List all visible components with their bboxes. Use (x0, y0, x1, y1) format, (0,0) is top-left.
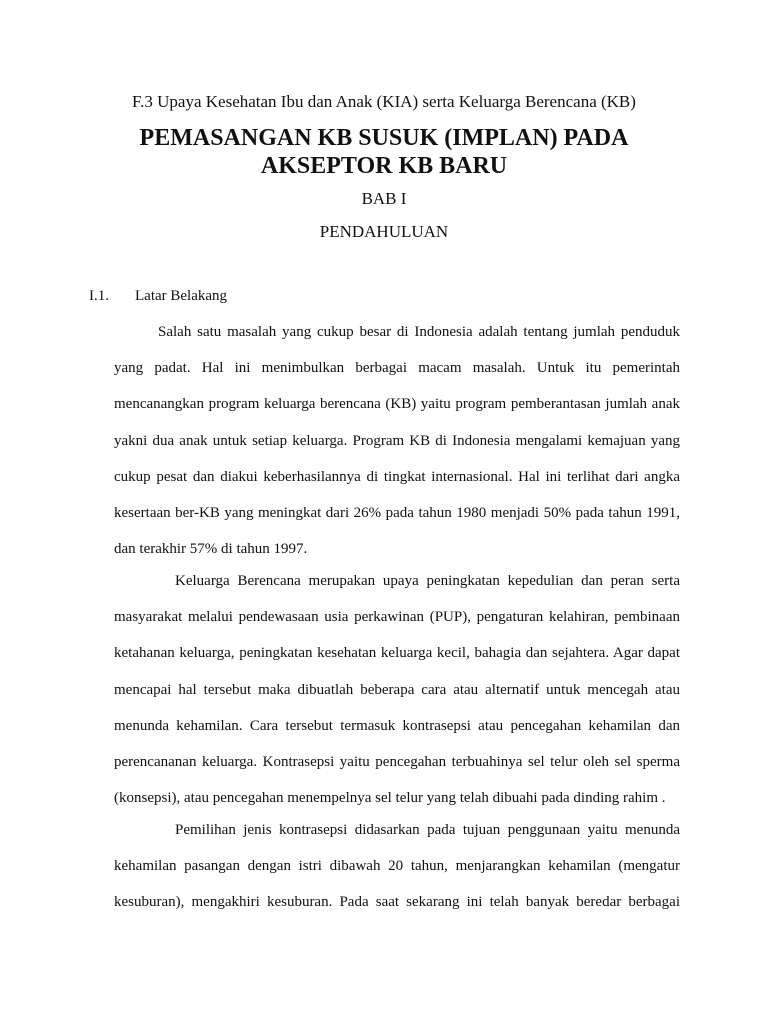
paragraph-line: kesuburan), mengakhiri kesuburan. Pada saat sekarang ini telah banyak beredar berbagai (114, 894, 680, 911)
paragraph-line: kesertaan ber-KB yang meningkat dari 26% pada tahun 1980 menjadi 50% pada tahun 1991, (114, 505, 680, 522)
paragraph-line: menunda kehamilan. Cara tersebut termasuk kontrasepsi atau pencegahan kehamilan dan (114, 717, 680, 734)
section-heading (89, 286, 227, 306)
document-title (0, 124, 768, 180)
section-title: Latar Belakang (135, 288, 228, 304)
paragraph-2 (114, 563, 680, 816)
document-title-line-1: PEMASANGAN KB SUSUK (IMPLAN) PADA (139, 125, 629, 151)
paragraph-line: perencananan keluarga. Kontrasepsi yaitu pencegahan terbuahinya sel telur oleh sel sperma (114, 754, 680, 771)
paragraph-line: Pemilihan jenis kontrasepsi didasarkan pada tujuan penggunaan yaitu menunda (175, 822, 680, 838)
paragraph-line: mencanangkan program keluarga berencana (KB) yaitu program pemberantasan jumlah anak (114, 396, 680, 413)
paragraph-line: yakni dua anak untuk setiap keluarga. Program KB di Indonesia mengalami kemajuan yang (114, 432, 680, 449)
paragraph-line: (konsepsi), atau pencegahan menempelnya sel telur yang telah dibuahi pada dinding rahim . (114, 790, 666, 807)
document-title-line-2: AKSEPTOR KB BARU (260, 153, 508, 179)
paragraph-line: kehamilan pasangan dengan istri dibawah 20 tahun, menjarangkan kehamilan (mengatur (114, 858, 680, 875)
section-number: I.1. (89, 288, 109, 304)
paragraph-line: mencapai hal tersebut maka dibuatlah beberapa cara atau alternatif untuk mencegah atau (114, 681, 680, 698)
chapter-name: PENDAHULUAN (319, 222, 449, 241)
paragraph-line: Keluarga Berencana merupakan upaya peningkatan kepedulian dan peran serta (175, 573, 680, 589)
paragraph-1 (114, 314, 680, 567)
paragraph-3 (114, 812, 680, 921)
paragraph-line: masyarakat melalui pendewasaan usia perkawinan (PUP), pengaturan kelahiran, pembinaan (114, 609, 680, 626)
paragraph-line: ketahanan keluarga, peningkatan kesehatan keluarga kecil, bahagia dan sejahtera. Agar dapat (114, 645, 680, 662)
paragraph-line: dan terakhir 57% di tahun 1997. (114, 541, 308, 558)
paragraph-line: Salah satu masalah yang cukup besar di Indonesia adalah tentang jumlah penduduk (158, 324, 680, 340)
paragraph-line: yang padat. Hal ini menimbulkan berbagai macam masalah. Untuk itu pemerintah (114, 360, 680, 377)
paragraph-line: cukup pesat dan diakui keberhasilannya di tingkat internasional. Hal ini terlihat dari angka (114, 468, 680, 485)
chapter-number: BAB I (361, 189, 407, 208)
document-subtitle: F.3 Upaya Kesehatan Ibu dan Anak (KIA) serta Keluarga Berencana (KB) (132, 92, 636, 111)
